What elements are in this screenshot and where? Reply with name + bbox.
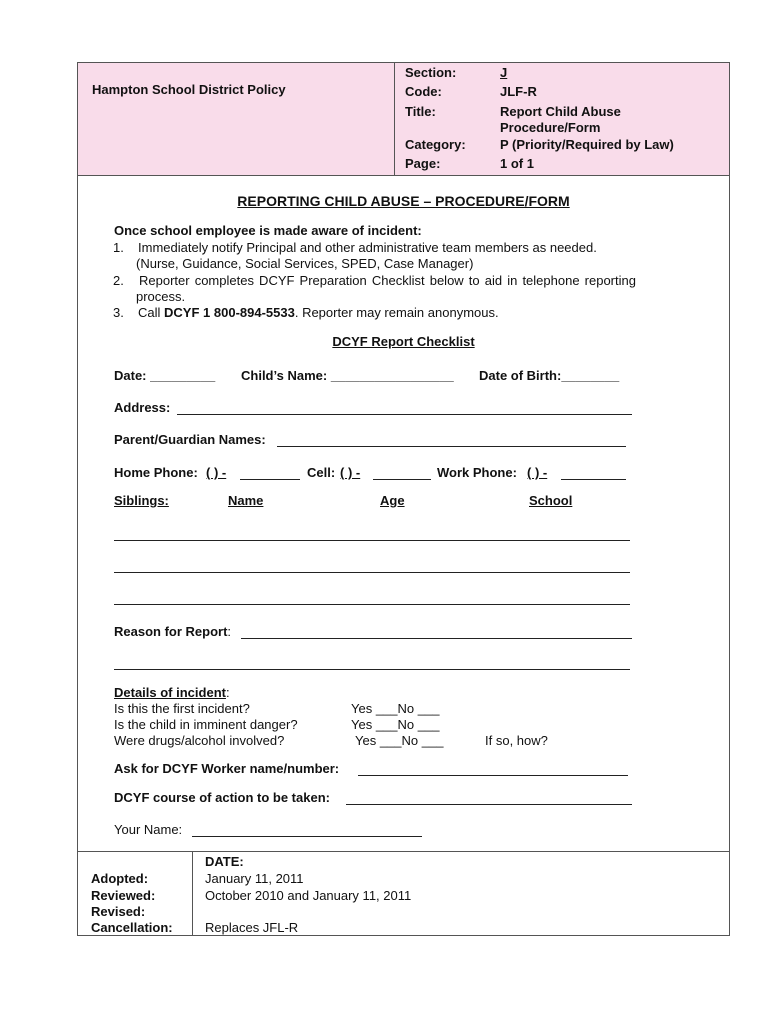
home-phone-field-line[interactable] [240,479,300,480]
work-phone-field-line[interactable] [561,479,626,480]
work-phone-label: Work Phone: [437,465,517,480]
cell-phone-value: ( ) - [340,465,361,480]
revised-label: Revised: [91,904,146,919]
step1-number: 1. [113,240,124,255]
details-of-incident-label [114,685,230,700]
drugs-followup-label: If so, how? [485,733,548,748]
step1-line2: (Nurse, Guidance, Social Services, SPED, Case Manager) [136,256,474,271]
step1-line1: Immediately notify Principal and other administrative team members as needed. [138,240,597,255]
section-value: J [500,65,508,80]
dcyf-worker-field-line[interactable] [358,775,628,776]
code-label: Code: [405,84,442,99]
policy-document-frame [77,62,730,936]
reason-field-line-2[interactable] [114,669,630,670]
work-phone-value: ( ) - [527,465,548,480]
sibling-entry-line[interactable] [114,572,630,573]
dcyf-worker-label: Ask for DCYF Worker name/number: [114,761,340,776]
siblings-label: Siblings: [114,493,169,508]
sibling-entry-line[interactable] [114,540,630,541]
step2-line1: Reporter completes DCYF Preparation Checklist below to aid in telephone reporting [139,273,636,288]
home-phone-value: ( ) - [206,465,227,480]
address-field-line[interactable] [177,414,632,415]
cancellation-value: Replaces JFL-R [205,920,299,935]
address-field-label: Address: [114,400,171,415]
reviewed-date: October 2010 and January 11, 2011 [205,888,412,903]
answer-drugs-alcohol[interactable]: Yes ___No ___ [355,733,444,748]
siblings-name-column: Name [228,493,264,508]
adopted-date: January 11, 2011 [205,871,304,886]
home-phone-label: Home Phone: [114,465,198,480]
reason-for-report-label [114,624,231,639]
child-name-field-label: Child’s Name: _________________ [241,368,454,383]
step3-pre: Call [138,305,161,320]
document-title: REPORTING CHILD ABUSE – PROCEDURE/FORM [237,193,570,209]
siblings-age-column: Age [380,493,405,508]
parent-guardian-field-label: Parent/Guardian Names: [114,432,266,447]
reason-label-text: Reason for Report [114,624,228,639]
cancellation-label: Cancellation: [91,920,173,935]
dcyf-phone-number: DCYF 1 800-894-5533 [164,305,295,320]
parent-guardian-field-line[interactable] [277,446,626,447]
title-label: Title: [405,104,436,119]
page-value: 1 of 1 [500,156,534,171]
dob-field-label: Date of Birth:________ [479,368,620,383]
footer-divider [192,852,193,936]
cell-phone-label: Cell: [307,465,336,480]
title-value-line2: Procedure/Form [500,120,601,135]
step3-post: . Reporter may remain anonymous. [294,305,499,320]
reason-label-colon: : [227,624,232,639]
dcyf-course-field-line[interactable] [346,804,632,805]
checklist-title: DCYF Report Checklist [332,334,475,349]
your-name-label: Your Name: [114,822,183,837]
title-value-line1: Report Child Abuse [500,104,621,119]
dcyf-course-label: DCYF course of action to be taken: [114,790,330,805]
answer-first-incident[interactable]: Yes ___No ___ [351,701,440,716]
question-imminent-danger: Is the child in imminent danger? [114,717,298,732]
intro-heading: Once school employee is made aware of incident: [114,223,422,238]
your-name-field-line[interactable] [192,836,422,837]
section-label: Section: [405,65,457,80]
page-label: Page: [405,156,441,171]
reason-field-line[interactable] [241,638,632,639]
question-first-incident: Is this the first incident? [114,701,250,716]
step2-line2: process. [136,289,186,304]
reviewed-label: Reviewed: [91,888,156,903]
step3-text [138,305,499,320]
step3-number: 3. [113,305,124,320]
cell-phone-field-line[interactable] [373,479,431,480]
policy-footer [78,851,729,936]
date-field-label: Date: _________ [114,368,216,383]
question-drugs-alcohol: Were drugs/alcohol involved? [114,733,285,748]
category-label: Category: [405,137,466,152]
header-divider [394,63,395,175]
siblings-school-column: School [529,493,573,508]
footer-date-heading: DATE: [205,854,244,869]
policy-header [78,63,729,176]
step2-number: 2. [113,273,124,288]
code-value: JLF-R [500,84,537,99]
details-label-text: Details of incident [114,685,226,700]
category-value: P (Priority/Required by Law) [500,137,674,152]
policy-name: Hampton School District Policy [92,82,286,97]
sibling-entry-line[interactable] [114,604,630,605]
adopted-label: Adopted: [91,871,149,886]
details-label-colon: : [225,685,230,700]
answer-imminent-danger[interactable]: Yes ___No ___ [351,717,440,732]
